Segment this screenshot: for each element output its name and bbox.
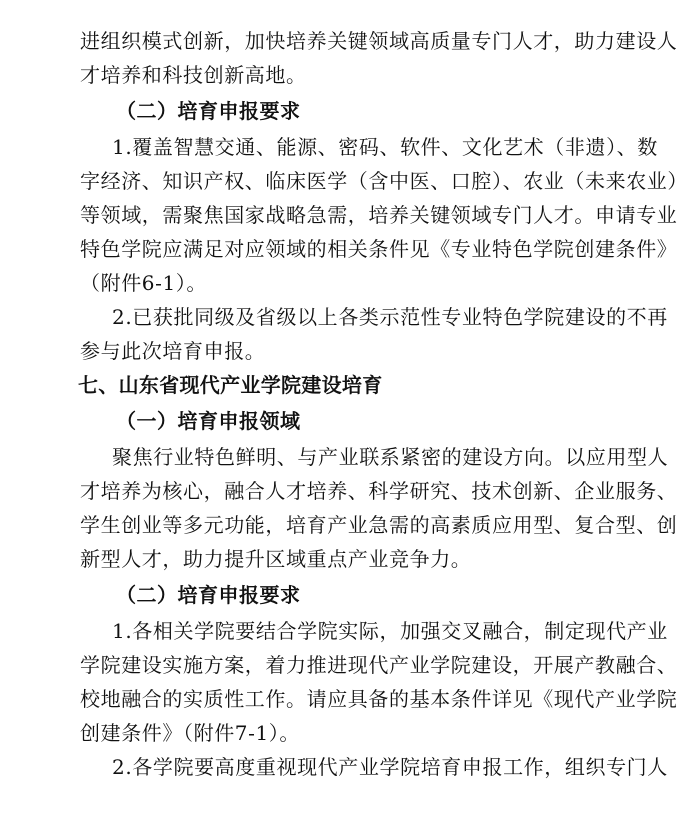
paragraph-line: 字经济、知识产权、临床医学（含中医、口腔）、农业（未来农业） xyxy=(80,169,688,193)
paragraph-line: （附件6-1）。 xyxy=(80,271,208,295)
paragraph-line: 进组织模式创新，加快培养关键领域高质量专门人才，助力建设人 xyxy=(80,29,678,53)
paragraph-line: 1.各相关学院要结合学院实际，加强交叉融合，制定现代产业 xyxy=(112,619,668,643)
section-subheading: （二）培育申报要求 xyxy=(116,583,301,607)
section-subheading: （一）培育申报领域 xyxy=(116,409,301,433)
paragraph-line: 2.各学院要高度重视现代产业学院培育申报工作，组织专门人 xyxy=(112,755,668,779)
section-subheading: （二）培育申报要求 xyxy=(116,99,301,123)
paragraph-line: 学院建设实施方案，着力推进现代产业学院建设，开展产教融合、 xyxy=(80,653,678,677)
paragraph-line: 学生创业等多元功能，培育产业急需的高素质应用型、复合型、创 xyxy=(80,513,678,537)
section-heading: 七、山东省现代产业学院建设培育 xyxy=(78,373,383,397)
paragraph-line: 创建条件》（附件7-1）。 xyxy=(80,721,301,745)
paragraph-line: 参与此次培育申报。 xyxy=(80,339,266,363)
paragraph-line: 特色学院应满足对应领域的相关条件见《专业特色学院创建条件》 xyxy=(80,237,678,261)
paragraph-line: 聚焦行业特色鲜明、与产业联系紧密的建设方向。以应用型人 xyxy=(112,445,669,469)
paragraph-line: 等领域，需聚焦国家战略急需，培养关键领域专门人才。申请专业 xyxy=(80,203,678,227)
paragraph-line: 才培养和科技创新高地。 xyxy=(80,63,307,87)
paragraph-line: 1.覆盖智慧交通、能源、密码、软件、文化艺术（非遗）、数 xyxy=(112,135,658,159)
paragraph-line: 才培养为核心，融合人才培养、科学研究、技术创新、企业服务、 xyxy=(80,479,678,503)
paragraph-line: 校地融合的实质性工作。请应具备的基本条件详见《现代产业学院 xyxy=(80,687,678,711)
paragraph-line: 新型人才，助力提升区域重点产业竞争力。 xyxy=(80,547,472,571)
paragraph-line: 2.已获批同级及省级以上各类示范性专业特色学院建设的不再 xyxy=(112,305,668,329)
